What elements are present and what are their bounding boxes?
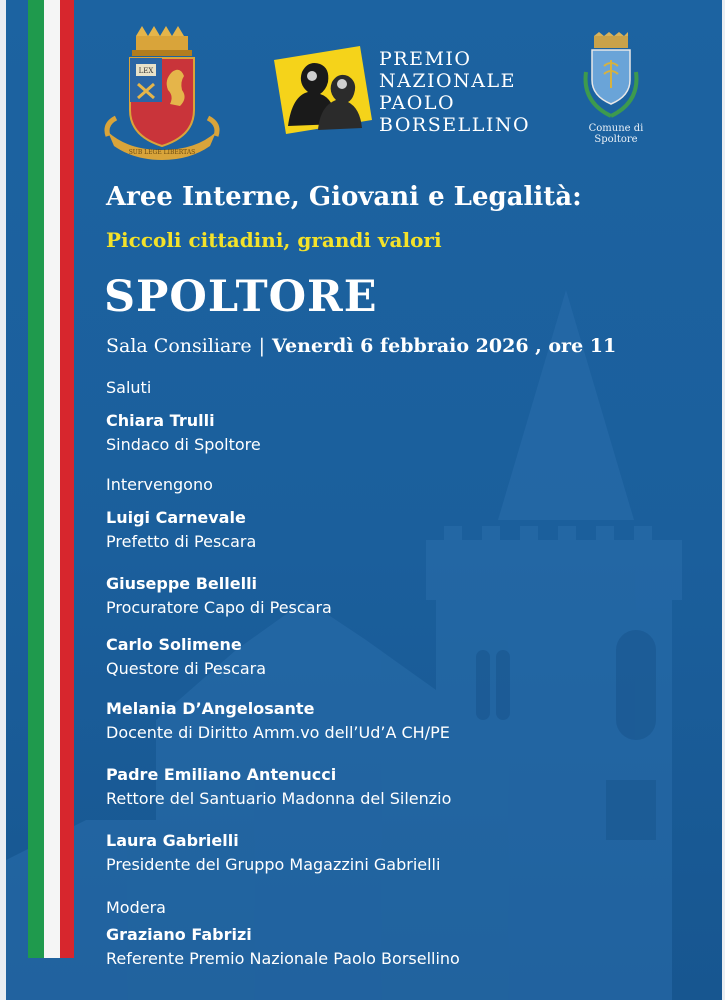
saluti-role: Sindaco di Spoltore — [106, 435, 261, 454]
speaker-name: Carlo Solimene — [106, 635, 242, 654]
separator: | — [258, 335, 266, 357]
spoltore-coat-of-arms-icon — [580, 32, 642, 124]
polizia-di-stato-crest-icon — [102, 22, 222, 162]
comune-caption: Comune di Spoltore — [588, 123, 644, 145]
premio-line: BORSELLINO — [379, 114, 531, 136]
speaker-name: Melania D’Angelosante — [106, 699, 315, 718]
event-title: Aree Interne, Giovani e Legalità: — [106, 182, 582, 212]
speaker-role: Prefetto di Pescara — [106, 532, 257, 551]
premio-name — [379, 48, 530, 136]
intervengono-label: Intervengono — [106, 475, 213, 494]
modera-label: Modera — [106, 898, 166, 917]
speaker-role: Rettore del Santuario Madonna del Silenzio — [106, 789, 452, 808]
date-time: Venerdì 6 febbraio 2026 , ore 11 — [272, 335, 617, 357]
flag-stripe-white — [44, 0, 60, 958]
premio-line: PAOLO — [379, 92, 456, 114]
speaker-name: Luigi Carnevale — [106, 508, 246, 527]
borsellino-falcone-portrait-icon — [274, 46, 372, 134]
event-poster — [6, 0, 722, 1000]
speaker-role: Questore di Pescara — [106, 659, 267, 678]
flag-stripe-green — [28, 0, 44, 958]
svg-text:SUB LEGE LIBERTAS: SUB LEGE LIBERTAS — [128, 149, 196, 156]
flag-stripe-red — [60, 0, 74, 958]
speaker-role: Docente di Diritto Amm.vo dell’Ud’A CH/PE — [106, 723, 450, 742]
saluti-name: Chiara Trulli — [106, 411, 215, 430]
speaker-role: Presidente del Gruppo Magazzini Gabrielli — [106, 855, 441, 874]
premio-line: NAZIONALE — [379, 70, 516, 92]
speaker-name: Laura Gabrielli — [106, 831, 239, 850]
venue-datetime — [106, 335, 616, 357]
svg-text:LEX: LEX — [138, 67, 154, 75]
speaker-name: Padre Emiliano Antenucci — [106, 765, 337, 784]
premio-line: PREMIO — [379, 48, 472, 70]
speaker-name: Giuseppe Bellelli — [106, 574, 258, 593]
saluti-label: Saluti — [106, 378, 152, 397]
event-city: SPOLTORE — [104, 272, 378, 322]
moderator-name: Graziano Fabrizi — [106, 925, 252, 944]
venue: Sala Consiliare — [106, 335, 252, 357]
moderator-role: Referente Premio Nazionale Paolo Borsellino — [106, 949, 460, 968]
event-subtitle: Piccoli cittadini, grandi valori — [106, 228, 442, 252]
speaker-role: Procuratore Capo di Pescara — [106, 598, 332, 617]
